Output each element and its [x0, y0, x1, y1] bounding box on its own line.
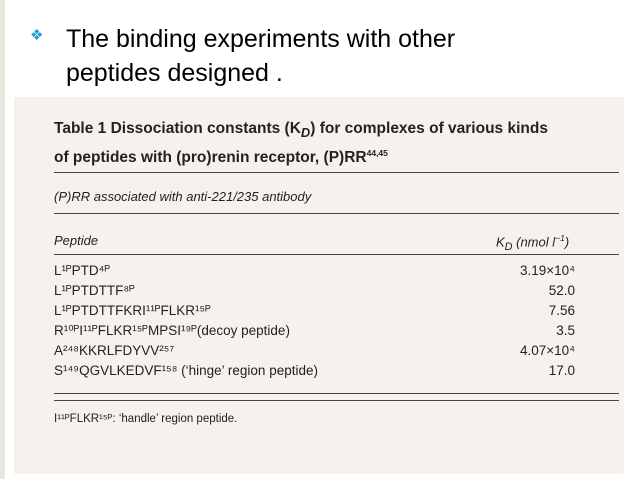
table-caption: [54, 118, 602, 168]
peptide-cell: A²⁴⁸KKRLFDYVV²⁵⁷: [54, 343, 175, 358]
peptide-cell: L¹ᴾPTD⁴ᴾ: [54, 263, 111, 278]
bullet-text: [66, 22, 586, 90]
left-decorative-strip: [0, 0, 5, 479]
kd-cell: 52.0: [548, 283, 575, 298]
bullet-text-line-1: The binding experiments with other: [66, 25, 456, 53]
table-image: [14, 97, 624, 474]
bullet-icon: ❖: [30, 27, 44, 44]
table-subheading: (P)RR associated with anti-221/235 antibody: [54, 189, 312, 204]
table-row: [54, 363, 619, 383]
kd-cell: 17.0: [548, 363, 575, 378]
peptide-cell: L¹ᴾPTDTTFKRI¹¹ᴾFLKR¹⁵ᴾ: [54, 303, 211, 318]
table-row: [54, 263, 619, 283]
rule-subheading: [54, 213, 619, 214]
kd-cell: 4.07×10⁴: [520, 343, 575, 358]
kd-cell: 3.19×10⁴: [520, 263, 575, 278]
kd-cell: 3.5: [556, 323, 575, 338]
caption-line-1-end: ) for complexes of various kinds: [310, 120, 548, 137]
column-header-kd: $K_D$ (nmol $l^{-1}$): [496, 233, 570, 253]
table-row: [54, 283, 619, 303]
caption-kd-subscript: D: [300, 125, 311, 141]
table-row: [54, 303, 619, 323]
peptide-cell: R¹⁰ᴾI¹¹ᴾFLKR¹⁵ᴾMPSI¹⁹ᴾ(decoy peptide): [54, 323, 290, 338]
caption-ref-superscript: 44,45: [366, 148, 388, 159]
rule-bottom-2: [54, 400, 619, 401]
rule-bottom: [54, 393, 619, 394]
caption-line-1: Table 1 Dissociation constants (K: [54, 120, 301, 137]
caption-line-2: of peptides with (pro)renin receptor, (P)RR: [54, 149, 367, 167]
table-footnote: I¹¹ᴾFLKR¹⁵ᴾ: ‘handle’ region peptide.: [54, 413, 238, 425]
kd-cell: 7.56: [548, 303, 575, 318]
peptide-cell: S¹⁴⁹QGVLKEDVF¹⁵⁸ (‘hinge’ region peptide): [54, 363, 318, 378]
rule-header: [54, 254, 619, 255]
table-row: [54, 323, 619, 343]
table-row: [54, 343, 619, 363]
column-header-peptide: Peptide: [54, 233, 99, 248]
bullet-text-line-2: peptides designed .: [66, 59, 283, 87]
peptide-cell: L¹ᴾPTDTTF⁸ᴾ: [54, 283, 135, 298]
rule-top: [54, 172, 619, 173]
